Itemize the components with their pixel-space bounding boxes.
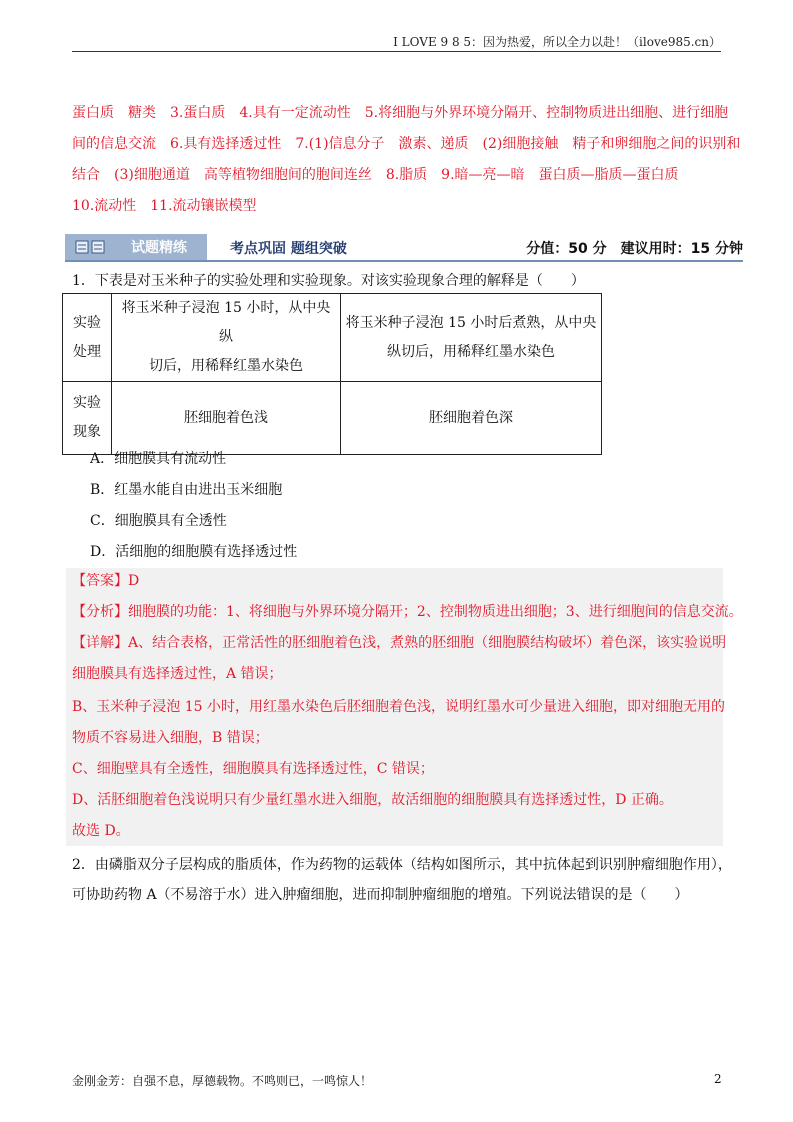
row-header-observation [63,382,112,455]
cell-line: 实验 [73,395,101,411]
question-2-line: 2．由磷脂双分子层构成的脂质体，作为药物的运载体（结构如图所示，其中抗体起到识别肿瘤细胞作用）， [72,857,732,873]
answer-key-line: 间的信息交流 6.具有选择透过性 7.(1)信息分子 激素、递质 (2)细胞接触 精子和卵细胞之间的识别和 [72,136,741,152]
solution-analysis: 【分析】细胞膜的功能：1、将细胞与外界环境分隔开；2、控制物质进出细胞；3、进行细胞间的信息交流。 [72,604,743,620]
section-banner [65,234,743,262]
footer-motto: 金刚金芳：自强不息，厚德载物。不鸣则已，一鸣惊人！ [72,1074,373,1088]
solution-detail-line: 故选 D。 [72,823,130,839]
solution-detail-line: D、活胚细胞着色浅说明只有少量红墨水进入细胞，故活细胞的细胞膜具有选择透过性，D 正确。 [72,792,673,808]
answer-key-line: 10.流动性 11.流动镶嵌模型 [72,198,257,214]
treatment-cell-boiled [341,294,602,382]
cell-line: 切后，用稀释红墨水染色 [149,358,303,374]
book-icon [75,240,105,254]
solution-detail-line: 细胞膜具有选择透过性，A 错误； [72,666,283,682]
score-and-time: 分值：50 分 建议用时：15 分钟 [526,241,743,257]
cell-line: 实验 [73,314,101,331]
solution-detail-line: B、玉米种子浸泡 15 小时，用红墨水染色后胚细胞着色浅，说明红墨水可少量进入细胞，即对细胞无用的 [72,699,726,715]
cell-line: 纵切后，用稀释红墨水染色 [387,343,555,360]
answer-key-line: 结合 (3)细胞通道 高等植物细胞间的胞间连丝 8.脂质 9.暗—亮—暗 蛋白质—脂质—蛋白质 [72,167,679,183]
observation-cell-boiled: 胚细胞着色深 [341,382,602,455]
option-b: B．红墨水能自由进出玉米细胞 [90,482,283,498]
banner-title: 试题精练 [131,240,187,256]
solution-detail-line: 物质不容易进入细胞，B 错误； [72,730,269,746]
banner-rule [65,260,743,262]
answer-key-line: 蛋白质 糖类 3.蛋白质 4.具有一定流动性 5.将细胞与外界环境分隔开、控制物质进出细胞、进行细胞 [72,105,729,121]
solution-detail-line: 【详解】A、结合表格，正常活性的胚细胞着色浅，煮熟的胚细胞（细胞膜结构破坏）着色深，该实验说明 [72,635,727,651]
question-1-stem: 1．下表是对玉米种子的实验处理和实验现象。对该实验现象合理的解释是（ ） [72,273,585,289]
question-2-line: 可协助药物 A（不易溶于水）进入肿瘤细胞，进而抑制肿瘤细胞的增殖。下列说法错误的是（ ） [72,887,689,903]
solution-answer: 【答案】D [72,573,140,589]
cell-line: 将玉米种子浸泡 15 小时，从中央纵 [121,300,331,345]
cell-line: 将玉米种子浸泡 15 小时后煮熟，从中央 [345,314,597,331]
treatment-cell-soaked [112,294,341,382]
banner-subtitle: 考点巩固 题组突破 [230,241,347,257]
banner-tab [65,234,207,260]
experiment-table [62,293,602,455]
answer-key-block [72,98,741,222]
option-d: D．活细胞的细胞膜有选择透过性 [90,544,298,560]
page-number: 2 [714,1072,722,1086]
option-a: A．细胞膜具有流动性 [90,451,227,467]
cell-line: 处理 [73,343,101,360]
option-c: C．细胞膜具有全透性 [90,513,227,529]
header-rule [72,51,721,52]
cell-line: 现象 [73,424,101,440]
solution-detail-line: C、细胞壁具有全透性，细胞膜具有选择透过性，C 错误； [72,761,434,777]
row-header-treatment [63,294,112,382]
page-header: I LOVE 9 8 5：因为热爱，所以全力以赴！（ilove985.cn） [393,35,721,49]
observation-cell-soaked: 胚细胞着色浅 [112,382,341,455]
